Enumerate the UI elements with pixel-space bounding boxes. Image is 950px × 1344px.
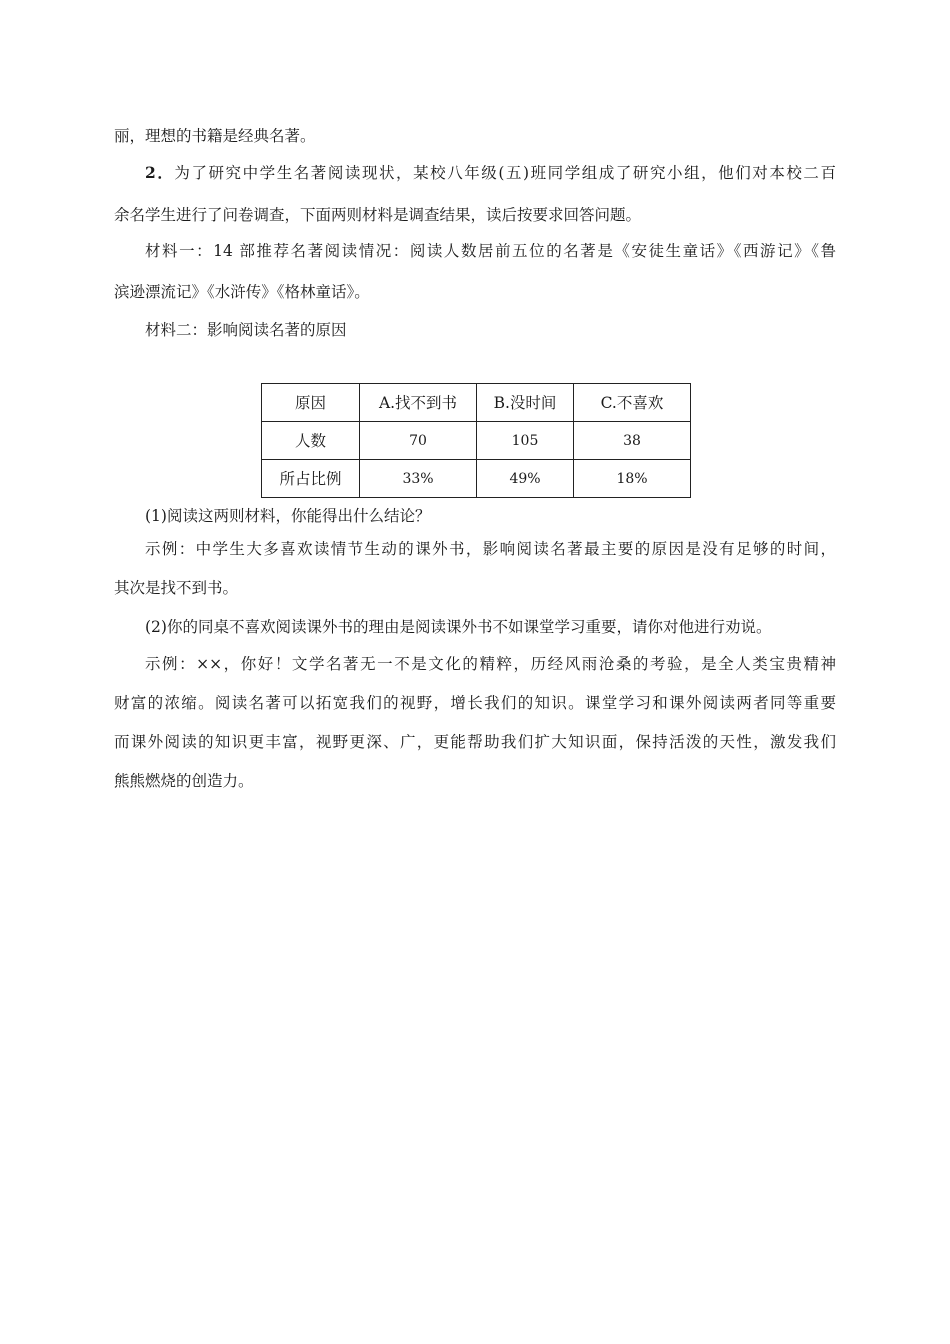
question-text: 为了研究中学生名著阅读现状，某校八年级(五)班同学组成了研究小组，他们对本校二百 [174,164,836,182]
table-cell: 70 [360,422,477,460]
survey-table [261,383,691,498]
question-number: 2． [145,163,175,182]
answer-2-line-2: 财富的浓缩。阅读名著可以拓宽我们的视野，增长我们的知识。课堂学习和课外阅读两者同等重要 [114,694,836,712]
answer-2-line-4: 熊熊燃烧的创造力。 [114,772,254,790]
sub-question-2: (2)你的同桌不喜欢阅读课外书的理由是阅读课外书不如课堂学习重要，请你对他进行劝说。 [145,618,772,636]
answer-1-line-1: 示例：中学生大多喜欢读情节生动的课外书，影响阅读名著最主要的原因是没有足够的时间， [145,540,836,558]
material-1-line-2: 滨逊漂流记》《水浒传》《格林童话》。 [114,283,370,301]
table-cell: 18% [574,460,691,498]
table-cell: 人数 [262,422,360,460]
table-cell: 33% [360,460,477,498]
answer-2-line-1: 示例：××，你好！文学名著无一不是文化的精粹，历经风雨沧桑的考验，是全人类宝贵精神 [145,655,836,673]
material-2-title: 材料二：影响阅读名著的原因 [145,321,347,339]
answer-2-line-3: 而课外阅读的知识更丰富，视野更深、广，更能帮助我们扩大知识面，保持活泼的天性，激发我们 [114,733,836,751]
table-cell: 38 [574,422,691,460]
paragraph-line: 丽，理想的书籍是经典名著。 [114,127,316,145]
question-2-line-2: 余名学生进行了问卷调查，下面两则材料是调查结果，读后按要求回答问题。 [114,206,642,224]
table-header-cell: A.找不到书 [360,384,477,422]
table-row [262,422,691,460]
table-header-cell: B.没时间 [477,384,574,422]
question-2-line-1 [145,163,836,183]
table-cell: 49% [477,460,574,498]
sub-question-1: (1)阅读这两则材料，你能得出什么结论？ [145,507,431,525]
table-header-row [262,384,691,422]
table-row [262,460,691,498]
material-1-line-1: 材料一：14 部推荐名著阅读情况：阅读人数居前五位的名著是《安徒生童话》《西游记》《鲁 [145,242,836,260]
table-header-cell: 原因 [262,384,360,422]
answer-1-line-2: 其次是找不到书。 [114,579,239,597]
table-cell: 所占比例 [262,460,360,498]
table-cell: 105 [477,422,574,460]
table-header-cell: C.不喜欢 [574,384,691,422]
